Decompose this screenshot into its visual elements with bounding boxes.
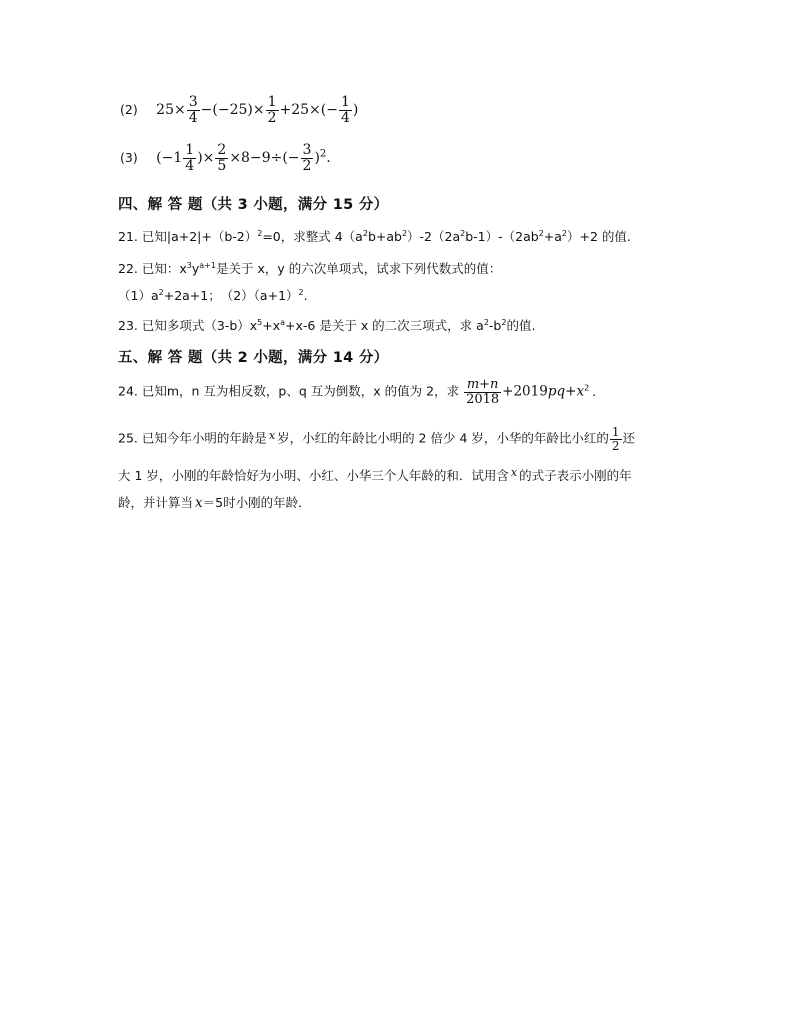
- expr-term: −(−25)×: [200, 102, 265, 119]
- fraction: [215, 143, 228, 173]
- superscript: 2: [483, 317, 489, 327]
- fraction-denominator: 5: [217, 157, 227, 174]
- fraction: [183, 143, 196, 173]
- q-text: ）+2 的值.: [567, 229, 631, 244]
- fraction: [339, 95, 352, 125]
- fraction-numerator: 1: [611, 425, 620, 439]
- superscript: a+1: [199, 260, 216, 270]
- superscript: 2: [298, 287, 304, 297]
- expr-term: ): [352, 102, 359, 119]
- fraction-denominator: 2: [267, 109, 277, 126]
- fraction-denominator: 2018: [466, 391, 500, 407]
- q-text: 的式子表示小刚的年: [519, 468, 632, 483]
- fraction-denominator: 4: [185, 157, 195, 174]
- variable: x: [195, 495, 203, 511]
- problem-3: [120, 143, 331, 173]
- superscript: 3: [186, 260, 192, 270]
- question-25-line-3: [118, 493, 311, 511]
- question-24: [118, 378, 596, 406]
- q-text: 大 1 岁，小刚的年龄恰好为小明、小红、小华三个人年龄的和．试用含: [118, 468, 509, 483]
- q-text: 24. 已知m，n 互为相反数，p、q 互为倒数，x 的值为 2，求: [118, 383, 460, 399]
- q-text: +x-6 是关于 x 的二次三项式，求 a: [285, 318, 484, 333]
- q-text: +a: [543, 229, 562, 244]
- q-text: .: [592, 383, 597, 399]
- superscript: 2: [501, 317, 507, 327]
- superscript: 2: [158, 287, 164, 297]
- q-text: x: [576, 383, 585, 400]
- problem-2-label: (2): [120, 102, 138, 118]
- question-22-subparts: [118, 286, 308, 304]
- q-text: =0，求整式 4（a: [262, 229, 363, 244]
- superscript: 2: [584, 383, 590, 393]
- superscript: a: [280, 317, 286, 327]
- q-text: 23. 已知多项式（3-b）x: [118, 318, 258, 333]
- problem-2: [120, 95, 358, 125]
- fraction-numerator: 1: [185, 142, 195, 158]
- expr-term: .: [326, 150, 331, 167]
- fraction: [266, 95, 279, 125]
- q-text: 龄，并计算当: [118, 495, 194, 510]
- superscript: 5: [257, 317, 263, 327]
- fraction-numerator: 1: [340, 94, 350, 110]
- superscript: 2: [561, 228, 568, 238]
- q-text: .: [303, 288, 308, 303]
- fraction-denominator: 2: [611, 438, 620, 453]
- q-text: b+ab: [367, 229, 402, 244]
- q-text: -b: [488, 318, 502, 333]
- question-25-line-1: [118, 426, 635, 452]
- q-text: 25. 已知今年小明的年龄是: [118, 430, 267, 446]
- q-text: +x: [262, 318, 281, 333]
- fraction-denominator: 4: [188, 109, 198, 126]
- expr-term: +25×(−: [279, 102, 338, 119]
- fraction-numerator: 1: [267, 94, 277, 110]
- q-text: b-1）-（2ab: [465, 229, 539, 244]
- q-text: +: [565, 383, 577, 400]
- q-text: 是关于 x，y 的六次单项式，试求下列代数式的值：: [215, 261, 502, 276]
- expr-term: ×8−9÷(−: [229, 150, 300, 167]
- q-text: ）-2（2a: [407, 229, 461, 244]
- q-text: y: [191, 261, 200, 276]
- q-text: pq: [547, 383, 566, 400]
- question-23: [118, 316, 535, 334]
- q-text: +2a+1； （2）（a+1）: [163, 288, 299, 303]
- q-text: 岁，小红的年龄比小明的 2 倍少 4 岁，小华的年龄比小红的: [277, 430, 609, 446]
- fraction-numerator: m+n: [464, 378, 501, 393]
- exponent: 2: [319, 148, 327, 160]
- fraction-numerator: 3: [302, 142, 312, 158]
- superscript: 2: [401, 228, 408, 238]
- q-text: 还: [622, 430, 636, 446]
- variable: x: [510, 466, 518, 479]
- problem-3-label: (3): [120, 150, 138, 166]
- q-text: ＝5时小刚的年龄．: [202, 495, 311, 510]
- q-text: （1）a: [118, 288, 159, 303]
- fraction-numerator: 2: [217, 142, 227, 158]
- fraction-numerator: 3: [188, 94, 198, 110]
- question-22: [118, 259, 501, 277]
- q-text: 21. 已知|a+2|+（b-2）: [118, 229, 258, 244]
- fraction: [464, 378, 501, 406]
- superscript: 2: [538, 228, 544, 238]
- expr-term: ): [314, 150, 320, 167]
- expr-term: 25×: [156, 102, 186, 119]
- q-text: 的值.: [506, 318, 536, 333]
- expr-term: )×: [197, 150, 215, 167]
- section-4-heading: 四、解 答 题（共 3 小题，满分 15 分）: [118, 197, 389, 213]
- superscript: 2: [460, 228, 466, 238]
- q-text: 22. 已知：x: [118, 261, 187, 276]
- section-5-heading: 五、解 答 题（共 2 小题，满分 14 分）: [118, 350, 389, 366]
- q-text: +2019: [502, 383, 548, 400]
- fraction: [301, 143, 314, 173]
- question-25-line-2: [118, 466, 632, 484]
- superscript: 2: [362, 228, 368, 238]
- fraction-denominator: 4: [340, 109, 350, 126]
- fraction: [610, 426, 622, 452]
- fraction-denominator: 2: [302, 157, 312, 174]
- question-21: [118, 227, 631, 245]
- expr-term: (−1: [156, 150, 183, 167]
- variable: x: [268, 428, 276, 442]
- fraction: [187, 95, 200, 125]
- superscript: 2: [257, 228, 263, 238]
